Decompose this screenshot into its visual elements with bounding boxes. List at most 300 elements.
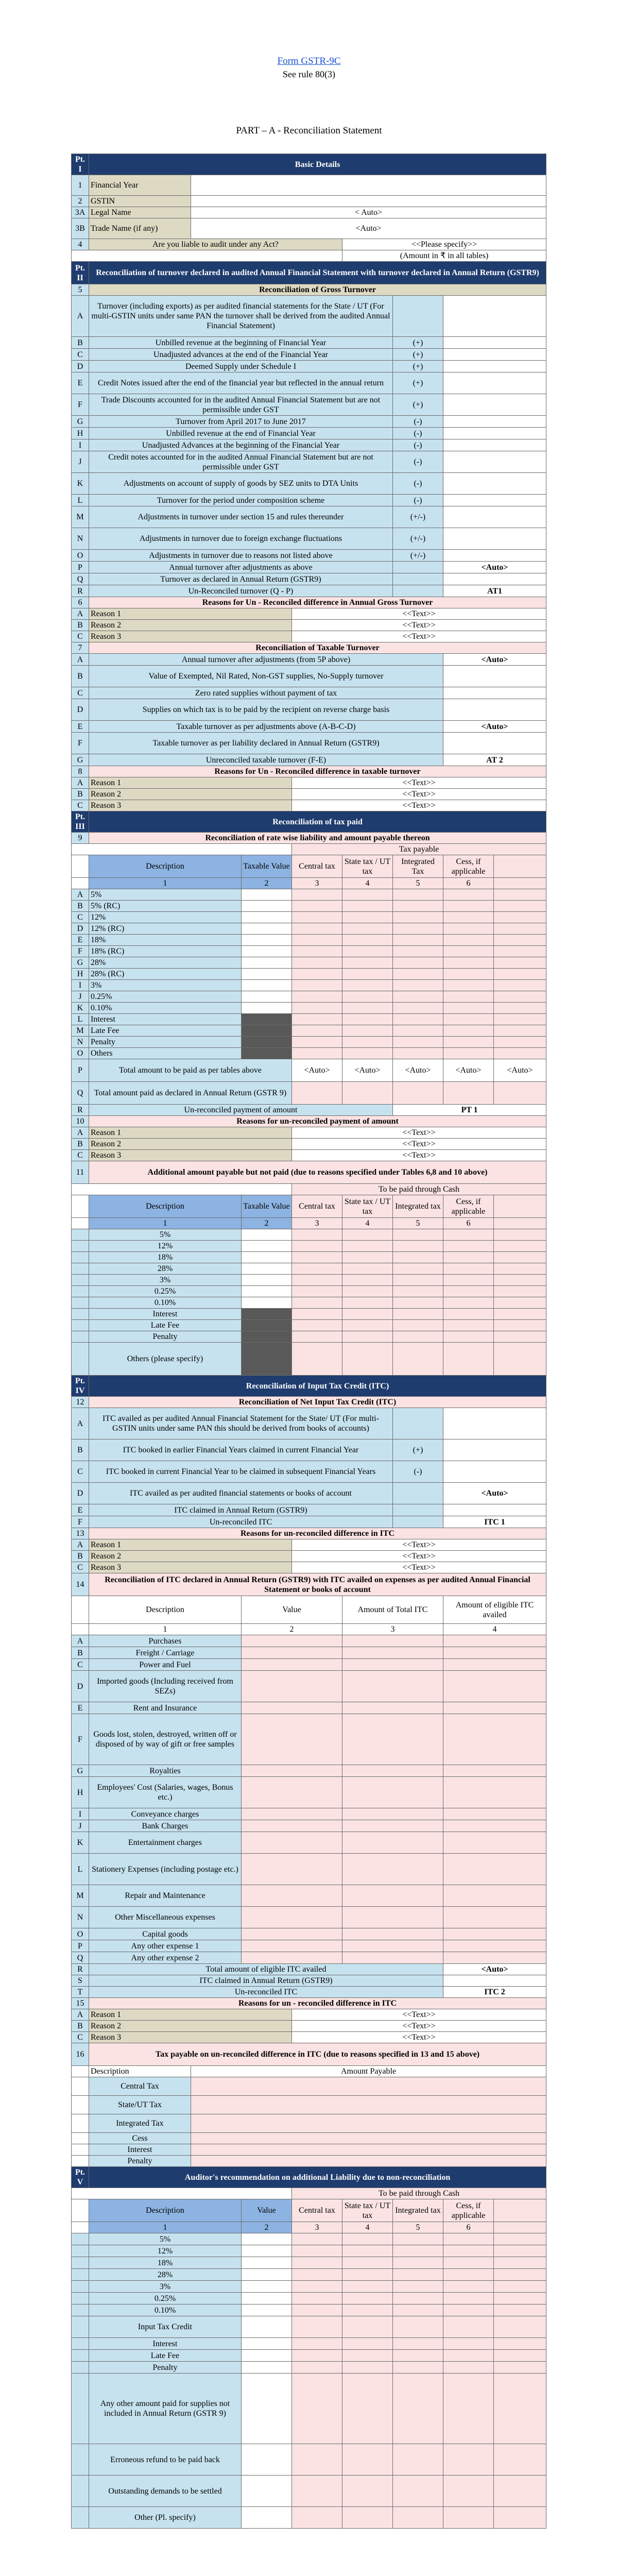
- value-cell[interactable]: [242, 1940, 342, 1952]
- tax-cell[interactable]: [443, 2362, 494, 2374]
- amount-cell[interactable]: [191, 2114, 546, 2133]
- row-value[interactable]: [443, 439, 546, 451]
- eligible-itc-cell[interactable]: [443, 1854, 546, 1885]
- eligible-itc-cell[interactable]: [443, 1635, 546, 1647]
- value-cell[interactable]: [242, 1229, 292, 1241]
- tax-cell[interactable]: [494, 2362, 546, 2374]
- row-value[interactable]: [443, 416, 546, 428]
- tax-cell[interactable]: [292, 969, 342, 980]
- tax-cell[interactable]: [292, 1048, 342, 1059]
- tax-cell[interactable]: [443, 1343, 494, 1376]
- total-itc-cell[interactable]: [342, 1777, 443, 1808]
- tax-cell[interactable]: [393, 901, 443, 912]
- tax-cell[interactable]: [443, 1320, 494, 1331]
- tax-cell[interactable]: [494, 1343, 546, 1376]
- row-value[interactable]: [443, 473, 546, 495]
- tax-cell[interactable]: [393, 991, 443, 1003]
- total-itc-cell[interactable]: [342, 1907, 443, 1928]
- tax-cell[interactable]: [292, 1343, 342, 1376]
- total-itc-cell[interactable]: [342, 1854, 443, 1885]
- tax-cell[interactable]: [494, 2293, 546, 2304]
- row-value[interactable]: <Auto>: [443, 721, 546, 733]
- value-cell[interactable]: [242, 2350, 292, 2362]
- row-value[interactable]: <Auto>: [191, 218, 546, 239]
- tax-cell[interactable]: [292, 2338, 342, 2350]
- tax-cell[interactable]: [494, 946, 546, 957]
- tax-cell[interactable]: [342, 2245, 393, 2257]
- tax-cell[interactable]: [443, 1014, 494, 1025]
- reason-text[interactable]: <<Text>>: [292, 1139, 546, 1150]
- tax-cell[interactable]: [494, 2507, 546, 2529]
- tax-cell[interactable]: [443, 1275, 494, 1286]
- total-itc-cell[interactable]: [342, 1635, 443, 1647]
- tax-cell[interactable]: [393, 912, 443, 923]
- row-value[interactable]: [443, 428, 546, 439]
- tax-cell[interactable]: [292, 1286, 342, 1297]
- value-cell[interactable]: [242, 1854, 342, 1885]
- tax-cell[interactable]: [494, 1309, 546, 1320]
- tax-cell[interactable]: [393, 1263, 443, 1275]
- tax-cell[interactable]: [342, 2304, 393, 2316]
- total-itc-cell[interactable]: [342, 1659, 443, 1671]
- eligible-itc-cell[interactable]: [443, 1647, 546, 1659]
- tax-cell[interactable]: [494, 2476, 546, 2507]
- eligible-itc-cell[interactable]: [443, 1714, 546, 1765]
- tax-cell[interactable]: [342, 991, 393, 1003]
- tax-cell[interactable]: [393, 2245, 443, 2257]
- tax-cell[interactable]: [443, 2350, 494, 2362]
- tax-cell[interactable]: [443, 2507, 494, 2529]
- value-cell[interactable]: [242, 2281, 292, 2293]
- tax-cell[interactable]: [393, 980, 443, 991]
- value-cell[interactable]: [242, 1263, 292, 1275]
- tax-cell[interactable]: [393, 1275, 443, 1286]
- total-itc-cell[interactable]: [342, 1832, 443, 1854]
- row-value[interactable]: [443, 349, 546, 361]
- tax-cell[interactable]: [393, 2507, 443, 2529]
- tax-cell[interactable]: [292, 1275, 342, 1286]
- paid-cell[interactable]: [342, 1082, 393, 1105]
- tax-cell[interactable]: [393, 2444, 443, 2476]
- reason-text[interactable]: <<Text>>: [292, 620, 546, 631]
- tax-cell[interactable]: [443, 2233, 494, 2245]
- tax-cell[interactable]: [443, 1252, 494, 1263]
- tax-cell[interactable]: [494, 1286, 546, 1297]
- tax-cell[interactable]: [342, 889, 393, 901]
- tax-cell[interactable]: [494, 1229, 546, 1241]
- value-cell[interactable]: [242, 1952, 342, 1964]
- value-cell[interactable]: [242, 2293, 292, 2304]
- tax-cell[interactable]: [342, 2281, 393, 2293]
- amount-cell[interactable]: [191, 2077, 546, 2096]
- audit-liability-select[interactable]: <<Please specify>>: [342, 239, 546, 250]
- tax-cell[interactable]: [443, 2281, 494, 2293]
- tax-cell[interactable]: [292, 1014, 342, 1025]
- tax-cell[interactable]: [342, 1025, 393, 1037]
- taxable-value-cell[interactable]: [242, 912, 292, 923]
- tax-cell[interactable]: [342, 1309, 393, 1320]
- tax-cell[interactable]: [443, 912, 494, 923]
- tax-cell[interactable]: [494, 969, 546, 980]
- tax-cell[interactable]: [292, 2444, 342, 2476]
- tax-cell[interactable]: [393, 2293, 443, 2304]
- tax-cell[interactable]: [292, 1025, 342, 1037]
- tax-cell[interactable]: [443, 2245, 494, 2257]
- tax-cell[interactable]: [292, 2304, 342, 2316]
- row-value[interactable]: [443, 1504, 546, 1516]
- taxable-value-cell[interactable]: [242, 901, 292, 912]
- eligible-itc-cell[interactable]: [443, 1820, 546, 1832]
- tax-cell[interactable]: [342, 980, 393, 991]
- tax-cell[interactable]: [342, 2362, 393, 2374]
- eligible-itc-cell[interactable]: [443, 1659, 546, 1671]
- tax-cell[interactable]: [292, 2293, 342, 2304]
- eligible-itc-cell[interactable]: [443, 1832, 546, 1854]
- reason-text[interactable]: <<Text>>: [292, 2009, 546, 2021]
- tax-cell[interactable]: [443, 2304, 494, 2316]
- tax-cell[interactable]: [292, 2374, 342, 2444]
- tax-cell[interactable]: [494, 957, 546, 969]
- tax-cell[interactable]: [494, 1275, 546, 1286]
- tax-cell[interactable]: [393, 1241, 443, 1252]
- tax-cell[interactable]: [292, 2281, 342, 2293]
- tax-cell[interactable]: [292, 2362, 342, 2374]
- tax-cell[interactable]: [342, 901, 393, 912]
- tax-cell[interactable]: [494, 1252, 546, 1263]
- taxable-value-cell[interactable]: [242, 946, 292, 957]
- tax-cell[interactable]: [292, 1241, 342, 1252]
- row-value[interactable]: [443, 372, 546, 394]
- total-itc-cell[interactable]: [342, 1952, 443, 1964]
- row-value[interactable]: [443, 296, 546, 337]
- tax-cell[interactable]: [393, 1320, 443, 1331]
- row-value[interactable]: [191, 175, 546, 196]
- tax-cell[interactable]: [292, 1263, 342, 1275]
- reason-text[interactable]: <<Text>>: [292, 777, 546, 789]
- tax-cell[interactable]: [393, 2257, 443, 2269]
- tax-cell[interactable]: [494, 935, 546, 946]
- tax-cell[interactable]: [443, 991, 494, 1003]
- tax-cell[interactable]: [342, 1014, 393, 1025]
- tax-cell[interactable]: [393, 923, 443, 935]
- tax-cell[interactable]: [443, 2316, 494, 2338]
- tax-cell[interactable]: [342, 2316, 393, 2338]
- tax-cell[interactable]: [292, 2269, 342, 2281]
- tax-cell[interactable]: [494, 912, 546, 923]
- tax-cell[interactable]: [292, 1320, 342, 1331]
- tax-cell[interactable]: [342, 1343, 393, 1376]
- tax-cell[interactable]: [494, 2374, 546, 2444]
- tax-cell[interactable]: [342, 1241, 393, 1252]
- paid-cell[interactable]: [494, 1082, 546, 1105]
- tax-cell[interactable]: [342, 923, 393, 935]
- tax-cell[interactable]: [393, 1014, 443, 1025]
- row-value[interactable]: AT 2: [443, 754, 546, 766]
- row-value[interactable]: [443, 528, 546, 550]
- tax-cell[interactable]: [443, 2293, 494, 2304]
- tax-cell[interactable]: [443, 1229, 494, 1241]
- tax-cell[interactable]: [292, 2507, 342, 2529]
- value-cell[interactable]: [242, 2374, 292, 2444]
- tax-cell[interactable]: [443, 1309, 494, 1320]
- reason-text[interactable]: <<Text>>: [292, 1127, 546, 1139]
- tax-cell[interactable]: [443, 1297, 494, 1309]
- row-value[interactable]: ITC 2: [443, 1987, 546, 1998]
- form-title[interactable]: [0, 56, 618, 67]
- tax-cell[interactable]: [393, 2338, 443, 2350]
- row-value[interactable]: [443, 495, 546, 506]
- taxable-value-cell[interactable]: [242, 980, 292, 991]
- tax-cell[interactable]: [342, 2257, 393, 2269]
- taxable-value-cell[interactable]: [242, 969, 292, 980]
- tax-cell[interactable]: [342, 1252, 393, 1263]
- value-cell[interactable]: [242, 2304, 292, 2316]
- tax-cell[interactable]: [342, 2338, 393, 2350]
- value-cell[interactable]: [242, 1671, 342, 1702]
- tax-cell[interactable]: [342, 1286, 393, 1297]
- tax-cell[interactable]: [443, 2269, 494, 2281]
- tax-cell[interactable]: [494, 2233, 546, 2245]
- tax-cell[interactable]: [292, 1297, 342, 1309]
- value-cell[interactable]: [242, 1820, 342, 1832]
- value-cell[interactable]: [242, 1647, 342, 1659]
- tax-cell[interactable]: [443, 923, 494, 935]
- tax-cell[interactable]: [292, 946, 342, 957]
- value-cell[interactable]: [242, 2476, 292, 2507]
- value-cell[interactable]: [242, 1241, 292, 1252]
- eligible-itc-cell[interactable]: [443, 1940, 546, 1952]
- tax-cell[interactable]: [494, 1025, 546, 1037]
- row-value[interactable]: [443, 1408, 546, 1439]
- tax-cell[interactable]: [443, 969, 494, 980]
- row-value[interactable]: [443, 1439, 546, 1461]
- tax-cell[interactable]: [393, 889, 443, 901]
- row-value[interactable]: AT1: [443, 585, 546, 597]
- tax-cell[interactable]: [443, 1241, 494, 1252]
- total-itc-cell[interactable]: [342, 1885, 443, 1907]
- tax-cell[interactable]: [443, 1037, 494, 1048]
- row-value[interactable]: [443, 451, 546, 473]
- total-itc-cell[interactable]: [342, 1820, 443, 1832]
- tax-cell[interactable]: [494, 2444, 546, 2476]
- total-itc-cell[interactable]: [342, 1714, 443, 1765]
- tax-cell[interactable]: [393, 2362, 443, 2374]
- total-itc-cell[interactable]: [342, 1940, 443, 1952]
- value-cell[interactable]: [242, 2257, 292, 2269]
- value-cell[interactable]: [242, 1286, 292, 1297]
- tax-cell[interactable]: [443, 1263, 494, 1275]
- eligible-itc-cell[interactable]: [443, 1808, 546, 1820]
- row-value[interactable]: <Auto>: [443, 1483, 546, 1504]
- tax-cell[interactable]: [342, 1320, 393, 1331]
- tax-cell[interactable]: [393, 1343, 443, 1376]
- reason-text[interactable]: <<Text>>: [292, 800, 546, 811]
- eligible-itc-cell[interactable]: [443, 1952, 546, 1964]
- tax-cell[interactable]: [443, 1048, 494, 1059]
- tax-cell[interactable]: [292, 935, 342, 946]
- value-cell[interactable]: [242, 1252, 292, 1263]
- tax-cell[interactable]: [342, 1229, 393, 1241]
- tax-cell[interactable]: [443, 957, 494, 969]
- value-cell[interactable]: [242, 1832, 342, 1854]
- reason-text[interactable]: <<Text>>: [292, 1539, 546, 1551]
- value-cell[interactable]: [242, 1765, 342, 1777]
- tax-cell[interactable]: [342, 2293, 393, 2304]
- tax-cell[interactable]: [342, 2233, 393, 2245]
- tax-cell[interactable]: [292, 2233, 342, 2245]
- tax-cell[interactable]: [292, 923, 342, 935]
- row-value[interactable]: [443, 687, 546, 699]
- eligible-itc-cell[interactable]: [443, 1907, 546, 1928]
- tax-cell[interactable]: [494, 1014, 546, 1025]
- row-value[interactable]: [443, 733, 546, 754]
- taxable-value-cell[interactable]: [242, 935, 292, 946]
- tax-cell[interactable]: [393, 1309, 443, 1320]
- amount-cell[interactable]: [191, 2133, 546, 2144]
- tax-cell[interactable]: [393, 2316, 443, 2338]
- tax-cell[interactable]: [494, 980, 546, 991]
- reason-text[interactable]: <<Text>>: [292, 608, 546, 620]
- paid-cell[interactable]: [443, 1082, 494, 1105]
- value-cell[interactable]: [242, 1635, 342, 1647]
- total-itc-cell[interactable]: [342, 1928, 443, 1940]
- reason-text[interactable]: <<Text>>: [292, 631, 546, 642]
- reason-text[interactable]: <<Text>>: [292, 1551, 546, 1562]
- tax-cell[interactable]: [292, 1229, 342, 1241]
- tax-cell[interactable]: [443, 2338, 494, 2350]
- amount-cell[interactable]: [191, 2096, 546, 2114]
- tax-cell[interactable]: [342, 2374, 393, 2444]
- tax-cell[interactable]: [342, 1003, 393, 1014]
- tax-cell[interactable]: [494, 991, 546, 1003]
- tax-cell[interactable]: [393, 2304, 443, 2316]
- value-cell[interactable]: [242, 2444, 292, 2476]
- tax-cell[interactable]: [292, 957, 342, 969]
- tax-cell[interactable]: [292, 901, 342, 912]
- value-cell[interactable]: [242, 2316, 292, 2338]
- tax-cell[interactable]: [393, 1286, 443, 1297]
- tax-cell[interactable]: [342, 1297, 393, 1309]
- total-itc-cell[interactable]: [342, 1671, 443, 1702]
- tax-cell[interactable]: [342, 969, 393, 980]
- tax-cell[interactable]: [342, 1037, 393, 1048]
- tax-cell[interactable]: [443, 935, 494, 946]
- tax-cell[interactable]: [292, 2316, 342, 2338]
- tax-cell[interactable]: [342, 2350, 393, 2362]
- row-value[interactable]: [443, 361, 546, 372]
- tax-cell[interactable]: [443, 1025, 494, 1037]
- row-value[interactable]: [191, 196, 546, 207]
- tax-cell[interactable]: [494, 1297, 546, 1309]
- taxable-value-cell[interactable]: [242, 1003, 292, 1014]
- tax-cell[interactable]: [494, 2338, 546, 2350]
- tax-cell[interactable]: [494, 923, 546, 935]
- total-itc-cell[interactable]: [342, 1702, 443, 1714]
- reason-text[interactable]: <<Text>>: [292, 1562, 546, 1573]
- tax-cell[interactable]: [443, 1003, 494, 1014]
- value-cell[interactable]: [242, 1928, 342, 1940]
- total-itc-cell[interactable]: [342, 1647, 443, 1659]
- tax-cell[interactable]: [443, 946, 494, 957]
- tax-cell[interactable]: [292, 980, 342, 991]
- value-cell[interactable]: [242, 2362, 292, 2374]
- tax-cell[interactable]: [342, 2269, 393, 2281]
- tax-cell[interactable]: [342, 1263, 393, 1275]
- tax-cell[interactable]: [393, 1003, 443, 1014]
- tax-cell[interactable]: [494, 889, 546, 901]
- eligible-itc-cell[interactable]: [443, 1671, 546, 1702]
- tax-cell[interactable]: [292, 912, 342, 923]
- reason-text[interactable]: <<Text>>: [292, 2032, 546, 2043]
- value-cell[interactable]: [242, 2269, 292, 2281]
- row-value[interactable]: < Auto>: [191, 207, 546, 218]
- tax-cell[interactable]: [393, 935, 443, 946]
- tax-cell[interactable]: [292, 2257, 342, 2269]
- total-itc-cell[interactable]: [342, 1808, 443, 1820]
- tax-cell[interactable]: [393, 2374, 443, 2444]
- tax-cell[interactable]: [342, 912, 393, 923]
- tax-cell[interactable]: [494, 1037, 546, 1048]
- value-cell[interactable]: [242, 1714, 342, 1765]
- tax-cell[interactable]: [393, 1229, 443, 1241]
- reason-text[interactable]: <<Text>>: [292, 1150, 546, 1161]
- tax-cell[interactable]: [443, 889, 494, 901]
- taxable-value-cell[interactable]: [242, 957, 292, 969]
- value-cell[interactable]: [242, 1808, 342, 1820]
- reason-text[interactable]: <<Text>>: [292, 2021, 546, 2032]
- tax-cell[interactable]: [292, 1003, 342, 1014]
- row-value[interactable]: [443, 699, 546, 721]
- tax-cell[interactable]: [494, 2304, 546, 2316]
- value-cell[interactable]: [242, 2233, 292, 2245]
- tax-cell[interactable]: [393, 1252, 443, 1263]
- tax-cell[interactable]: [393, 1297, 443, 1309]
- tax-cell[interactable]: [342, 2444, 393, 2476]
- row-value[interactable]: [443, 506, 546, 528]
- row-value[interactable]: [443, 1461, 546, 1483]
- tax-cell[interactable]: [292, 1037, 342, 1048]
- value-cell[interactable]: [242, 2245, 292, 2257]
- tax-cell[interactable]: [443, 901, 494, 912]
- tax-cell[interactable]: [393, 969, 443, 980]
- tax-cell[interactable]: [494, 1331, 546, 1343]
- tax-cell[interactable]: [342, 935, 393, 946]
- tax-cell[interactable]: [443, 1286, 494, 1297]
- tax-cell[interactable]: [443, 2444, 494, 2476]
- tax-cell[interactable]: [443, 2374, 494, 2444]
- tax-cell[interactable]: [443, 1331, 494, 1343]
- row-value[interactable]: <Auto>: [443, 562, 546, 573]
- tax-cell[interactable]: [292, 2476, 342, 2507]
- tax-cell[interactable]: [494, 1241, 546, 1252]
- reason-text[interactable]: <<Text>>: [292, 789, 546, 800]
- tax-cell[interactable]: [443, 2257, 494, 2269]
- tax-cell[interactable]: [494, 2350, 546, 2362]
- value-cell[interactable]: [242, 2338, 292, 2350]
- row-value[interactable]: [443, 550, 546, 562]
- row-value[interactable]: ITC 1: [443, 1516, 546, 1528]
- tax-cell[interactable]: [393, 2233, 443, 2245]
- eligible-itc-cell[interactable]: [443, 1885, 546, 1907]
- tax-cell[interactable]: [393, 1048, 443, 1059]
- value-cell[interactable]: [242, 1297, 292, 1309]
- amount-cell[interactable]: [191, 2144, 546, 2156]
- paid-cell[interactable]: [393, 1082, 443, 1105]
- tax-cell[interactable]: [393, 2269, 443, 2281]
- row-value[interactable]: [443, 573, 546, 585]
- tax-cell[interactable]: [292, 2245, 342, 2257]
- tax-cell[interactable]: [494, 2281, 546, 2293]
